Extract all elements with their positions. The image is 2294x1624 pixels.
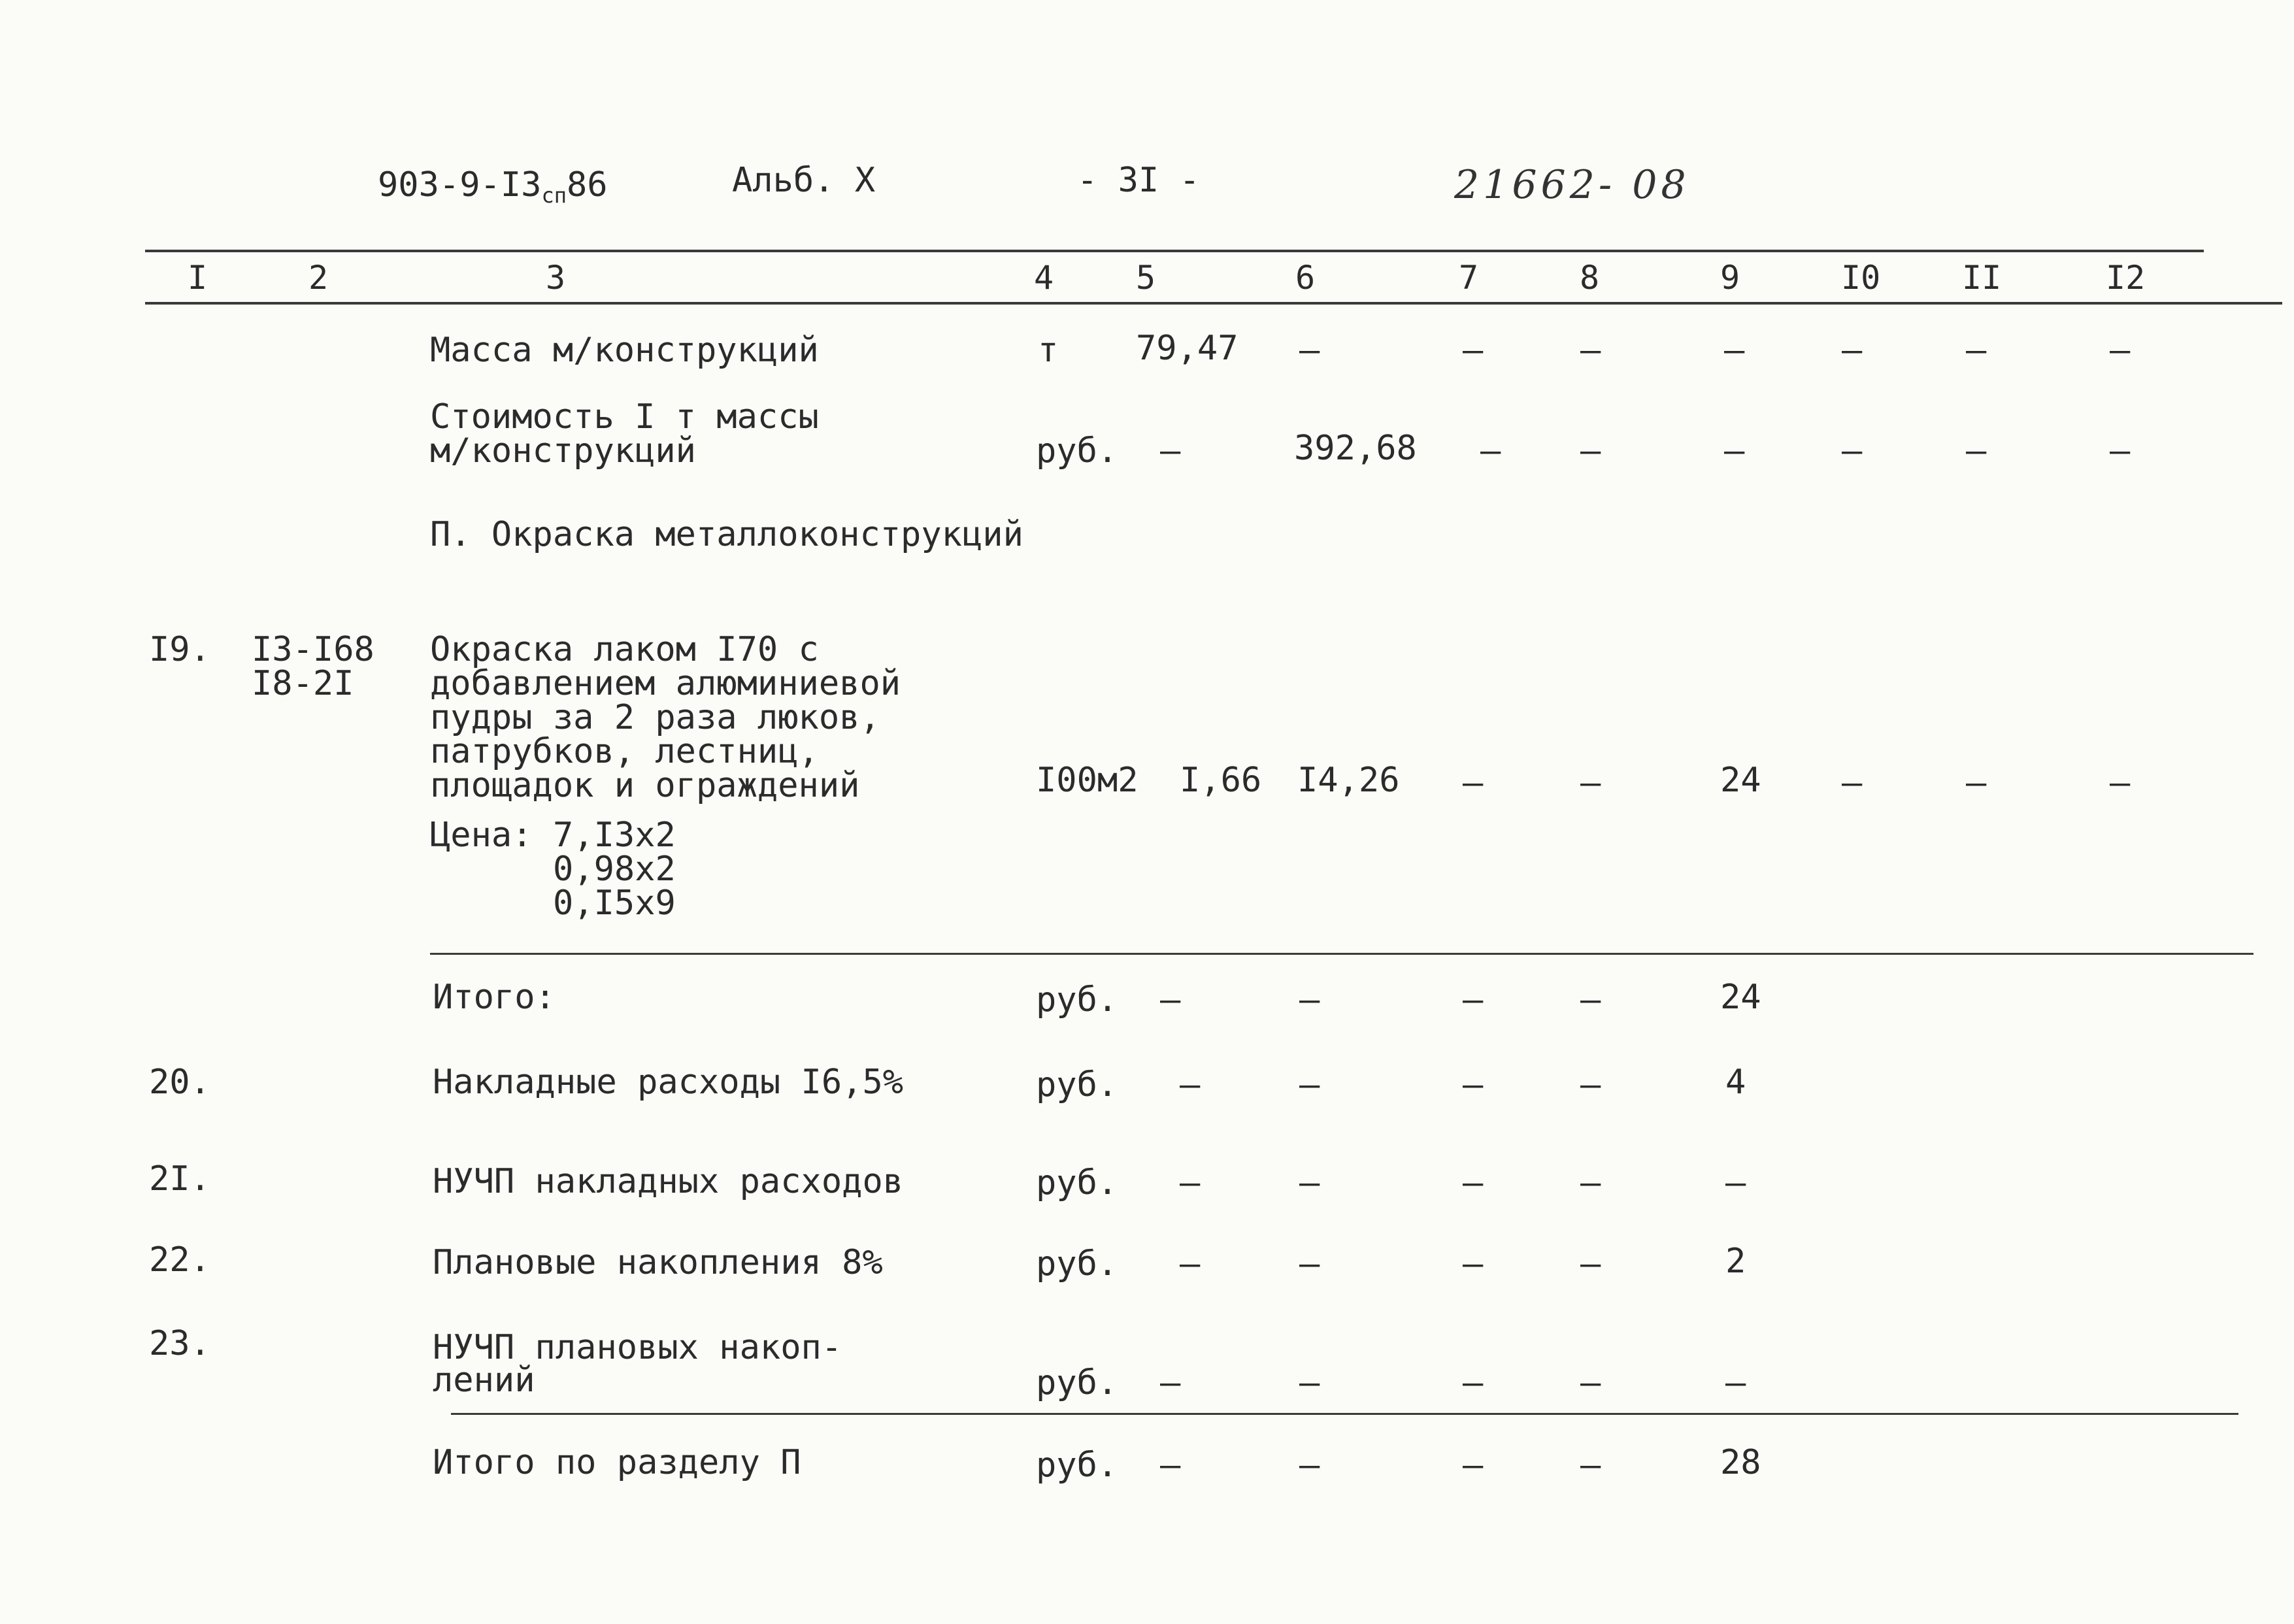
- cost-unit: руб.: [1036, 431, 1118, 471]
- row-22-unit: руб.: [1036, 1244, 1118, 1284]
- row-22-col6: –: [1299, 1244, 1320, 1284]
- mass-col10: –: [1842, 331, 1863, 370]
- row-21-unit: руб.: [1036, 1163, 1118, 1202]
- row-21-col7: –: [1463, 1163, 1484, 1202]
- row-23-col7: –: [1463, 1363, 1484, 1402]
- row-23-col6: –: [1299, 1363, 1320, 1402]
- row-20-col7: –: [1463, 1065, 1484, 1104]
- cost-value: 392,68: [1294, 429, 1417, 468]
- row-20-description: Накладные расходы I6,5%: [433, 1063, 904, 1102]
- section-title: П. Окраска металлоконструкций: [430, 515, 1023, 554]
- row-19-col12: –: [2110, 763, 2131, 803]
- section-total-col7: –: [1463, 1446, 1484, 1485]
- row-21-description: НУЧП накладных расходов: [433, 1162, 904, 1201]
- section-total-value: 28: [1720, 1443, 1761, 1482]
- row-19-description-line5: площадок и ограждений: [430, 766, 860, 805]
- mass-col11: –: [1966, 331, 1987, 370]
- row-19-price-label: Цена:: [430, 816, 533, 855]
- row-23-col9: –: [1725, 1363, 1746, 1402]
- row-20-value: 4: [1725, 1063, 1746, 1102]
- document-code-main: 903-9-I3: [378, 165, 542, 205]
- row-19-col7: –: [1463, 763, 1484, 803]
- cost-col12: –: [2110, 431, 2131, 471]
- document-code-sub: сп: [541, 183, 567, 208]
- mass-col7: –: [1463, 331, 1484, 370]
- section-total-col5: –: [1160, 1446, 1181, 1485]
- row-21-col8: –: [1580, 1163, 1601, 1202]
- row-21-number: 2I.: [149, 1159, 210, 1199]
- handwritten-number: 21662- 08: [1454, 162, 1690, 208]
- row-19-col11: –: [1966, 763, 1987, 803]
- document-code: [378, 167, 608, 214]
- cost-description-line1: Стоимость I т массы: [430, 397, 819, 437]
- column-header-8: 8: [1580, 259, 1600, 297]
- cost-col11: –: [1966, 431, 1987, 471]
- mass-unit: т: [1038, 331, 1059, 370]
- header-top-rule: [145, 250, 2204, 252]
- column-header-12: I2: [2106, 259, 2146, 297]
- row-23-number: 23.: [149, 1324, 210, 1363]
- total-col8: –: [1580, 980, 1601, 1019]
- row-20-col8: –: [1580, 1065, 1601, 1104]
- cost-col10: –: [1842, 431, 1863, 471]
- row-20-number: 20.: [149, 1063, 210, 1102]
- row-19-description-line1: Окраска лаком I70 с: [430, 630, 819, 669]
- row-19-code-line2: I8-2I: [252, 664, 354, 703]
- total-value: 24: [1720, 978, 1761, 1017]
- column-header-1: I: [188, 259, 208, 297]
- album-label: Альб. X: [732, 161, 876, 200]
- row-19-price-line1: 7,I3x2: [553, 816, 676, 855]
- row-19-col9: 24: [1720, 761, 1761, 800]
- row-23-description-line2: лений: [433, 1361, 535, 1400]
- column-header-9: 9: [1720, 259, 1740, 297]
- document-code-tail: 86: [566, 165, 608, 205]
- column-header-11: II: [1962, 259, 2002, 297]
- row-20-col5: –: [1180, 1065, 1201, 1104]
- row-22-col5: –: [1180, 1244, 1201, 1284]
- mass-col9: –: [1724, 331, 1745, 370]
- row-19-price-line3: 0,I5x9: [553, 884, 676, 923]
- section-total-description: Итого по разделу П: [433, 1443, 801, 1482]
- cost-col9: –: [1724, 431, 1745, 471]
- total-col6: –: [1299, 980, 1320, 1019]
- column-header-10: I0: [1841, 259, 1881, 297]
- row-22-description: Плановые накопления 8%: [433, 1243, 883, 1282]
- row-20-col6: –: [1299, 1065, 1320, 1104]
- mass-col12: –: [2110, 331, 2131, 370]
- row-22-number: 22.: [149, 1240, 210, 1280]
- row-19-description-line2: добавлением алюминиевой: [430, 664, 901, 703]
- row-19-col8: –: [1580, 763, 1601, 803]
- row-21-col9: –: [1725, 1163, 1746, 1202]
- page-number: - 3I -: [1077, 161, 1200, 200]
- column-header-3: 3: [546, 259, 566, 297]
- row-20-unit: руб.: [1036, 1065, 1118, 1104]
- row-23-col8: –: [1580, 1363, 1601, 1402]
- cost-col8: –: [1580, 431, 1601, 471]
- row-19-price-line2: 0,98x2: [553, 850, 676, 889]
- row-19-description-line3: пудры за 2 раза люков,: [430, 698, 880, 737]
- column-header-7: 7: [1459, 259, 1479, 297]
- mass-col6: –: [1299, 331, 1320, 370]
- row-23-description-line1: НУЧП плановых накоп-: [433, 1328, 842, 1367]
- row-19-number: I9.: [149, 630, 210, 669]
- row-22-col7: –: [1463, 1244, 1484, 1284]
- column-header-5: 5: [1136, 259, 1156, 297]
- subtotal-rule: [430, 953, 2253, 955]
- mass-value: 79,47: [1136, 329, 1238, 368]
- row-19-code-line1: I3-I68: [252, 630, 374, 669]
- row-21-col5: –: [1180, 1163, 1201, 1202]
- row-19-unit-cost: I4,26: [1297, 761, 1400, 800]
- header-bottom-rule: [145, 302, 2282, 305]
- total-unit: руб.: [1036, 980, 1118, 1019]
- mass-col8: –: [1580, 331, 1601, 370]
- mass-description: Масса м/конструкций: [430, 331, 819, 370]
- row-19-description-line4: патрубков, лестниц,: [430, 732, 819, 771]
- row-22-col8: –: [1580, 1244, 1601, 1284]
- row-19-col10: –: [1842, 763, 1863, 803]
- row-23-col5: –: [1160, 1363, 1181, 1402]
- cost-col7: –: [1480, 431, 1501, 471]
- row-19-unit: I00м2: [1036, 761, 1139, 800]
- section-total-col8: –: [1580, 1446, 1601, 1485]
- cost-description-line2: м/конструкций: [430, 431, 696, 471]
- row-22-value: 2: [1725, 1242, 1746, 1281]
- column-header-4: 4: [1034, 259, 1054, 297]
- total-col5: –: [1160, 980, 1181, 1019]
- column-header-2: 2: [308, 259, 329, 297]
- total-description: Итого:: [433, 978, 556, 1017]
- row-23-unit: руб.: [1036, 1363, 1118, 1402]
- section-total-unit: руб.: [1036, 1446, 1118, 1485]
- row-19-quantity: I,66: [1180, 761, 1262, 800]
- section-total-col6: –: [1299, 1446, 1320, 1485]
- row-21-col6: –: [1299, 1163, 1320, 1202]
- total-col7: –: [1463, 980, 1484, 1019]
- column-header-6: 6: [1295, 259, 1316, 297]
- cost-col5: –: [1160, 431, 1181, 471]
- section-total-rule: [451, 1413, 2238, 1415]
